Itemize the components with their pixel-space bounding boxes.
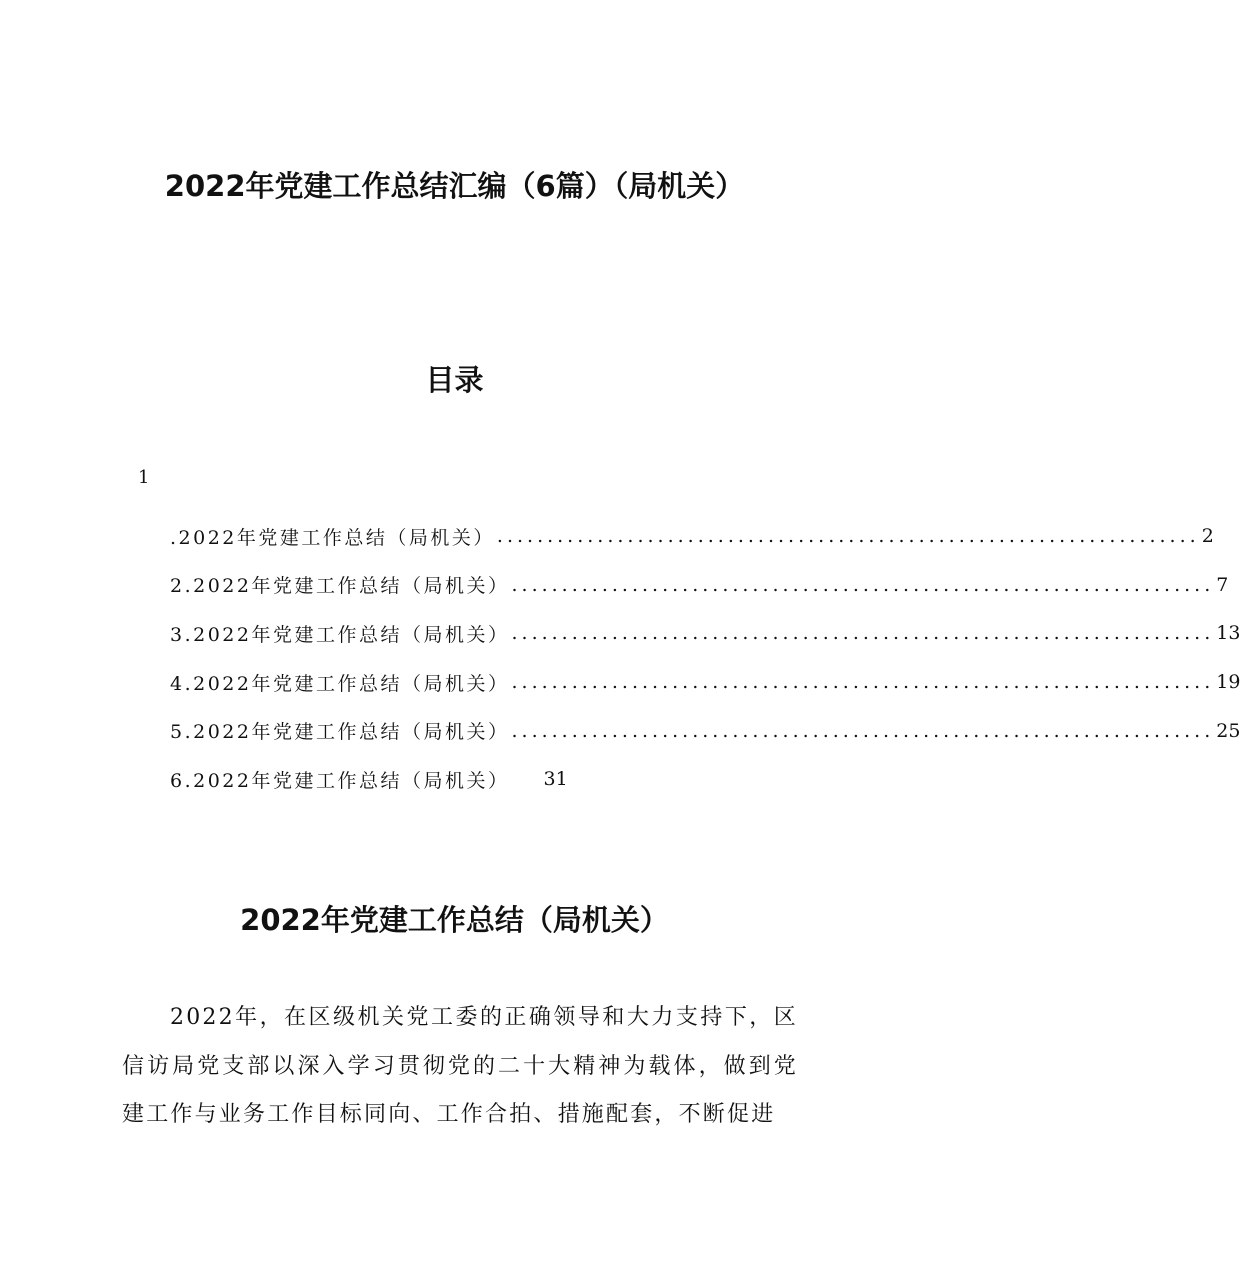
toc-entry-page: 2 (1201, 525, 1214, 548)
toc-entry-label: 6.2022年党建工作总结（局机关） (170, 769, 510, 792)
toc-entry[interactable] (170, 658, 1240, 707)
toc-entry[interactable] (170, 561, 1229, 610)
document-title: 2022年党建工作总结汇编（6篇）（局机关） (164, 169, 745, 203)
toc-entry-label: .2022年党建工作总结（局机关） (170, 526, 495, 549)
toc-entry-page: 7 (1216, 573, 1229, 596)
toc-leader-dots: ...................................................................... (511, 622, 1215, 645)
toc-leader-dots: ...................................................................... (511, 719, 1215, 742)
toc-lead-number: 1 (138, 467, 150, 488)
toc-entry[interactable] (170, 512, 1214, 561)
toc-entry-label: 3.2022年党建工作总结（局机关） (170, 623, 510, 646)
section-title: 2022年党建工作总结（局机关） (240, 903, 669, 937)
toc-leader-dots: ...................................................................... (511, 573, 1215, 596)
toc-entry[interactable] (170, 609, 1240, 658)
table-of-contents (170, 512, 1240, 804)
toc-entry-label: 2.2022年党建工作总结（局机关） (170, 575, 510, 598)
body-paragraph: 2022年，在区级机关党工委的正确领导和大力支持下，区信访局党支部以深入学习贯彻党的二十大精神为载体，做到党建工作与业务工作目标同向、工作合拍、措施配套，不断促进 (122, 1005, 798, 1127)
toc-entry[interactable] (170, 706, 1240, 755)
toc-entry-page: 25 (1216, 719, 1240, 742)
toc-entry-page: 13 (1216, 622, 1240, 645)
toc-entry-label: 4.2022年党建工作总结（局机关） (170, 672, 510, 695)
toc-entry[interactable] (170, 755, 760, 804)
toc-entry-label: 5.2022年党建工作总结（局机关） (170, 721, 510, 744)
toc-heading: 目录 (425, 363, 484, 397)
toc-entry-page: 19 (1216, 671, 1240, 694)
toc-leader-dots: ...................................................................... (511, 671, 1215, 694)
toc-leader-dots: ...................................................................... (496, 525, 1200, 548)
toc-entry-page: 31 (543, 768, 568, 791)
